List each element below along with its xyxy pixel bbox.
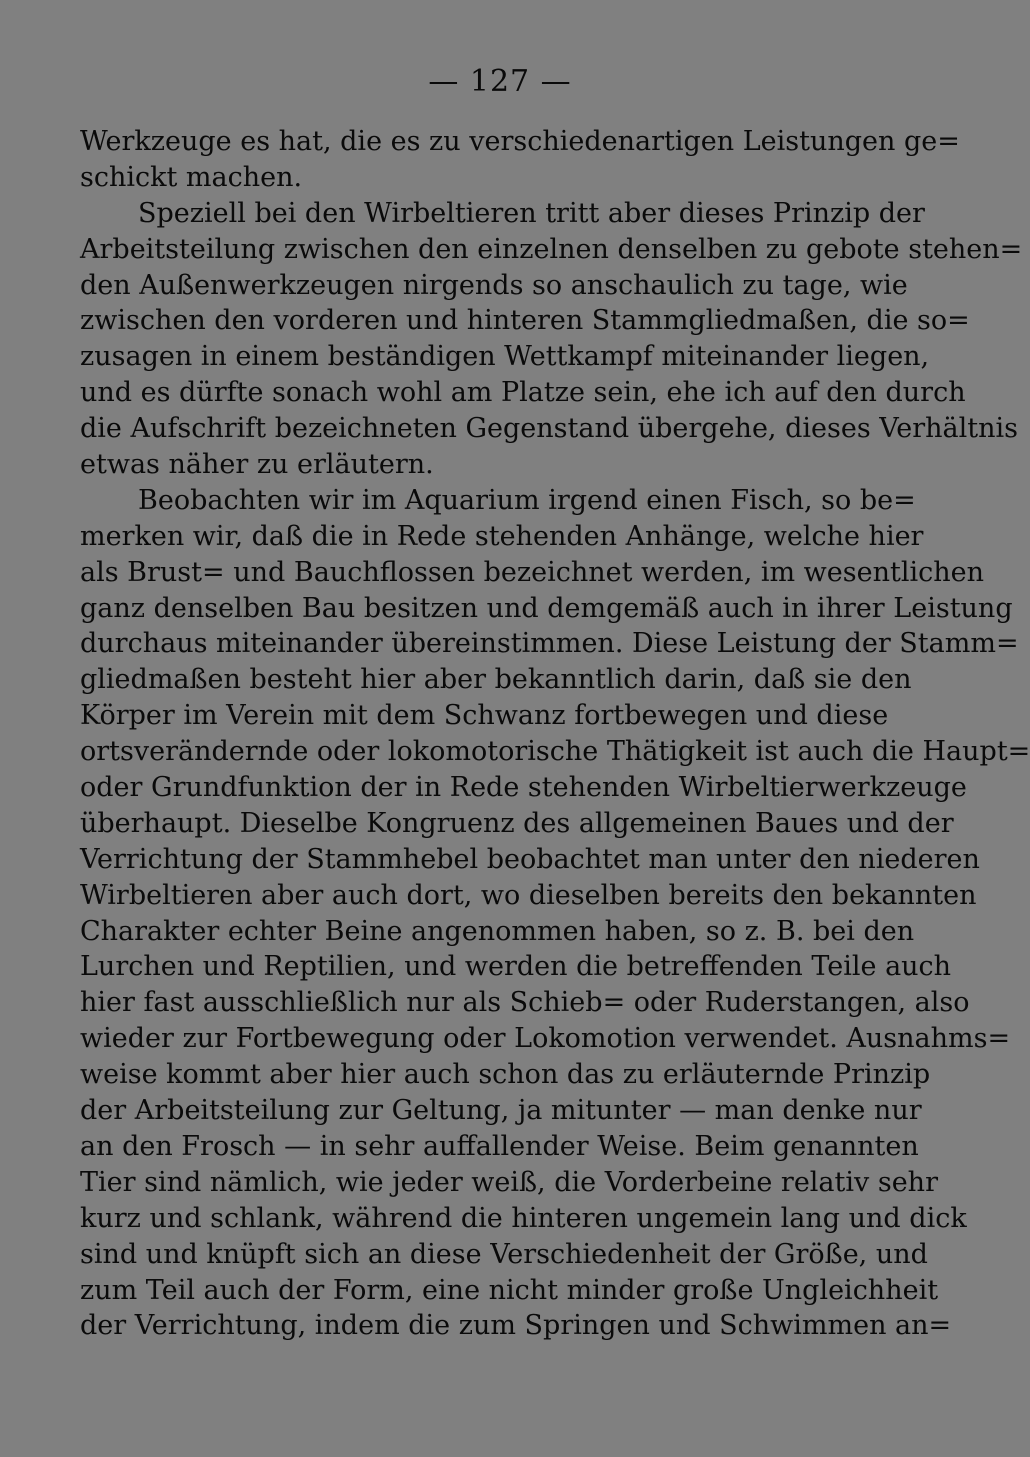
text-line: zusagen in einem beständigen Wettkampf miteinander liegen, xyxy=(80,341,930,373)
text-line: Arbeitsteilung zwischen den einzelnen denselben zu gebote stehen= xyxy=(80,233,1023,265)
text-line: Körper im Verein mit dem Schwanz fortbewegen und diese xyxy=(80,700,889,732)
body-text xyxy=(80,124,1030,1344)
text-line: zum Teil auch der Form, eine nicht minder große Ungleichheit xyxy=(80,1274,939,1306)
text-line: schickt machen. xyxy=(80,161,303,193)
text-line: etwas näher zu erläutern. xyxy=(80,449,434,481)
text-line: kurz und schlank, während die hinteren ungemein lang und dick xyxy=(80,1202,967,1234)
text-line: Charakter echter Beine angenommen haben, so z. B. bei den xyxy=(80,915,915,947)
text-line: hier fast ausschließlich nur als Schieb= oder Ruderstangen, also xyxy=(80,987,970,1019)
text-line: gliedmaßen besteht hier aber bekanntlich darin, daß sie den xyxy=(80,664,912,696)
text-line: Speziell bei den Wirbeltieren tritt aber dieses Prinzip der xyxy=(138,197,925,229)
text-line: und es dürfte sonach wohl am Platze sein, ehe ich auf den durch xyxy=(80,377,966,409)
text-line: als Brust= und Bauchflossen bezeichnet werden, im wesentlichen xyxy=(80,556,984,588)
text-line: der Arbeitsteilung zur Geltung, ja mitunter — man denke nur xyxy=(80,1095,922,1127)
text-line: Beobachten wir im Aquarium irgend einen Fisch, so be= xyxy=(138,484,916,516)
text-line: durchaus miteinander übereinstimmen. Diese Leistung der Stamm= xyxy=(80,628,1019,660)
text-line: zwischen den vorderen und hinteren Stammgliedmaßen, die so= xyxy=(80,305,970,337)
page-number: — 127 — xyxy=(428,64,572,99)
text-line: merken wir, daß die in Rede stehenden Anhänge, welche hier xyxy=(80,520,924,552)
text-line: der Verrichtung, indem die zum Springen und Schwimmen an= xyxy=(80,1310,952,1342)
text-line: an den Frosch — in sehr auffallender Weise. Beim genannten xyxy=(80,1130,919,1162)
text-line: weise kommt aber hier auch schon das zu erläuternde Prinzip xyxy=(80,1059,931,1091)
text-line: wieder zur Fortbewegung oder Lokomotion verwendet. Ausnahms= xyxy=(80,1023,1011,1055)
text-line: Wirbeltieren aber auch dort, wo dieselben bereits den bekannten xyxy=(80,879,977,911)
text-line: Tier sind nämlich, wie jeder weiß, die Vorderbeine relativ sehr xyxy=(80,1166,938,1198)
text-line: den Außenwerkzeugen nirgends so anschaulich zu tage, wie xyxy=(80,269,908,301)
text-line: ganz denselben Bau besitzen und demgemäß auch in ihrer Leistung xyxy=(80,592,1013,624)
text-line: Werkzeuge es hat, die es zu verschiedenartigen Leistungen ge= xyxy=(80,126,960,157)
text-line: überhaupt. Dieselbe Kongruenz des allgemeinen Baues und der xyxy=(80,807,954,839)
text-line: oder Grundfunktion der in Rede stehenden Wirbeltierwerkzeuge xyxy=(80,772,967,804)
text-line: Lurchen und Reptilien, und werden die betreffenden Teile auch xyxy=(80,951,952,983)
text-line: Verrichtung der Stammhebel beobachtet man unter den niederen xyxy=(80,843,980,875)
text-line: ortsverändernde oder lokomotorische Thätigkeit ist auch die Haupt= xyxy=(80,736,1030,768)
text-line: die Aufschrift bezeichneten Gegenstand übergehe, dieses Verhältnis xyxy=(80,413,1019,445)
text-line: sind und knüpft sich an diese Verschiedenheit der Größe, und xyxy=(80,1238,928,1270)
